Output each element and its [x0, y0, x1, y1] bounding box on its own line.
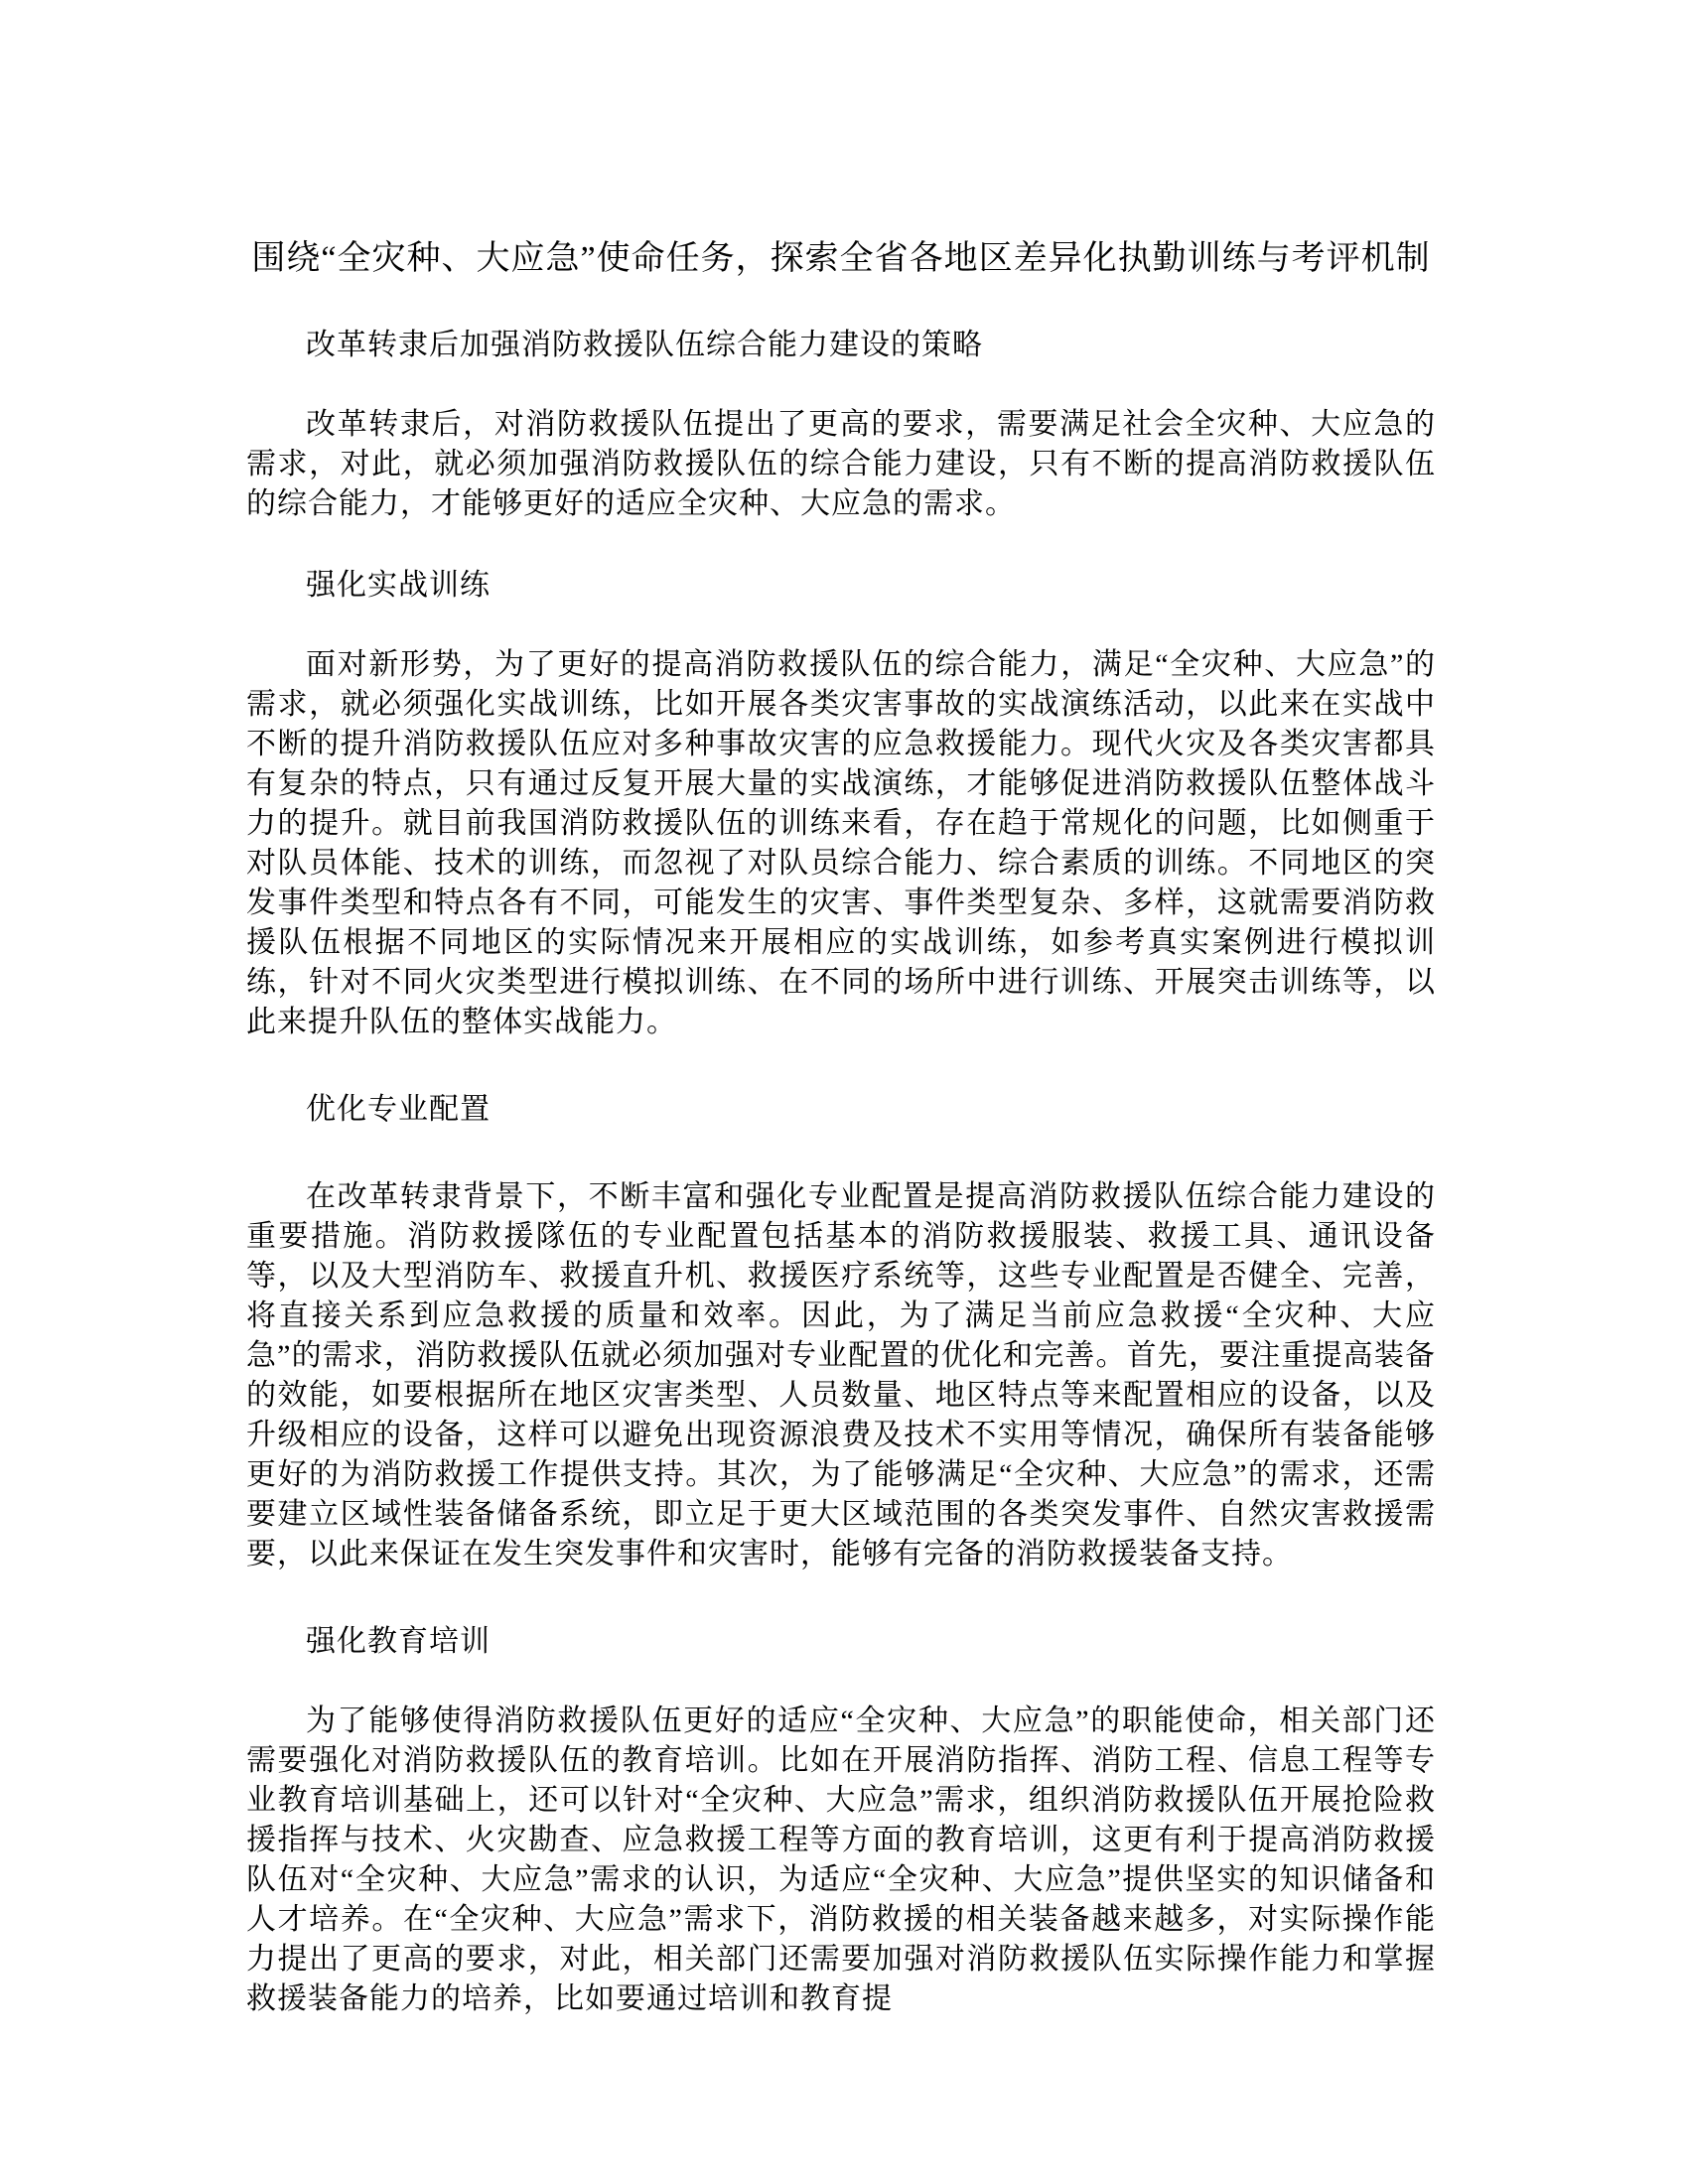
paragraph-reform-intro: 改革转隶后，对消防救援队伍提出了更高的要求，需要满足社会全灾种、大应急的需求，对此，就必须加强消防救援队伍的综合能力建设，只有不断的提高消防救援队伍的综合能力，才能够更好的适应全灾种、大应急的需求。 — [246, 408, 1436, 520]
section-heading-practical-training: 强化实战训练 — [306, 569, 491, 602]
section-heading-education-training: 强化教育培训 — [306, 1625, 491, 1658]
paragraph-education-training: 为了能够使得消防救援队伍更好的适应“全灾种、大应急”的职能使命，相关部门还需要强化对消防救援队伍的教育培训。比如在开展消防指挥、消防工程、信息工程等专业教育培训基础上，还可以针对“全灾种、大应急”需求，组织消防救援队伍开展抢险救援指挥与技术、火灾勘查、应急救援工程等方面的教育培训，这更有利于提高消防救援队伍对“全灾种、大应急”需求的认识，为适应“全灾种、大应急”提供坚实的知识储备和人才培养。在“全灾种、大应急”需求下，消防救援的相关装备越来越多，对实际操作能力提出了更高的要求，对此，相关部门还需要加强对消防救援队伍实际操作能力和掌握救援装备能力的培养，比如要通过培训和教育提 — [246, 1705, 1436, 2015]
paragraph-professional-configuration: 在改革转隶背景下，不断丰富和强化专业配置是提高消防救援队伍综合能力建设的重要措施。消防救援隊伍的专业配置包括基本的消防救援服装、救援工具、通讯设备等，以及大型消防车、救援直升机、救援医疗系统等，这些专业配置是否健全、完善，将直接关系到应急救援的质量和效率。因此，为了满足当前应急救援“全灾种、大应急”的需求，消防救援队伍就必须加强对专业配置的优化和完善。首先，要注重提高装备的效能，如要根据所在地区灾害类型、人员数量、地区特点等来配置相应的设备，以及升级相应的设备，这样可以避免出现资源浪费及技术不实用等情况，确保所有装备能够更好的为消防救援工作提供支持。其次，为了能够满足“全灾种、大应急”的需求，还需要建立区域性装备储备系统，即立足于更大区域范围的各类突发事件、自然灾害救援需要，以此来保证在发生突发事件和灾害时，能够有完备的消防救援装备支持。 — [246, 1180, 1436, 1570]
document-subtitle: 改革转隶后加强消防救援队伍综合能力建设的策略 — [306, 329, 983, 361]
paragraph-practical-training: 面对新形势，为了更好的提高消防救援队伍的综合能力，满足“全灾种、大应急”的需求，就必须强化实战训练，比如开展各类灾害事故的实战演练活动，以此来在实战中不断的提升消防救援队伍应对多种事故灾害的应急救援能力。现代火灾及各类灾害都具有复杂的特点，只有通过反复开展大量的实战演练，才能够促进消防救援队伍整体战斗力的提升。就目前我国消防救援队伍的训练来看，存在趋于常规化的问题，比如侧重于对队员体能、技术的训练，而忽视了对队员综合能力、综合素质的训练。不同地区的突发事件类型和特点各有不同，可能发生的灾害、事件类型复杂、多样，这就需要消防救援队伍根据不同地区的实际情况来开展相应的实战训练，如参考真实案例进行模拟训练，针对不同火灾类型进行模拟训练、在不同的场所中进行训练、开展突击训练等，以此来提升队伍的整体实战能力。 — [246, 648, 1436, 1038]
document-title: 围绕“全灾种、大应急”使命任务，探索全省各地区差异化执勤训练与考评机制 — [251, 240, 1431, 277]
document-content — [246, 234, 1436, 2019]
section-heading-professional-configuration: 优化专业配置 — [306, 1093, 491, 1126]
